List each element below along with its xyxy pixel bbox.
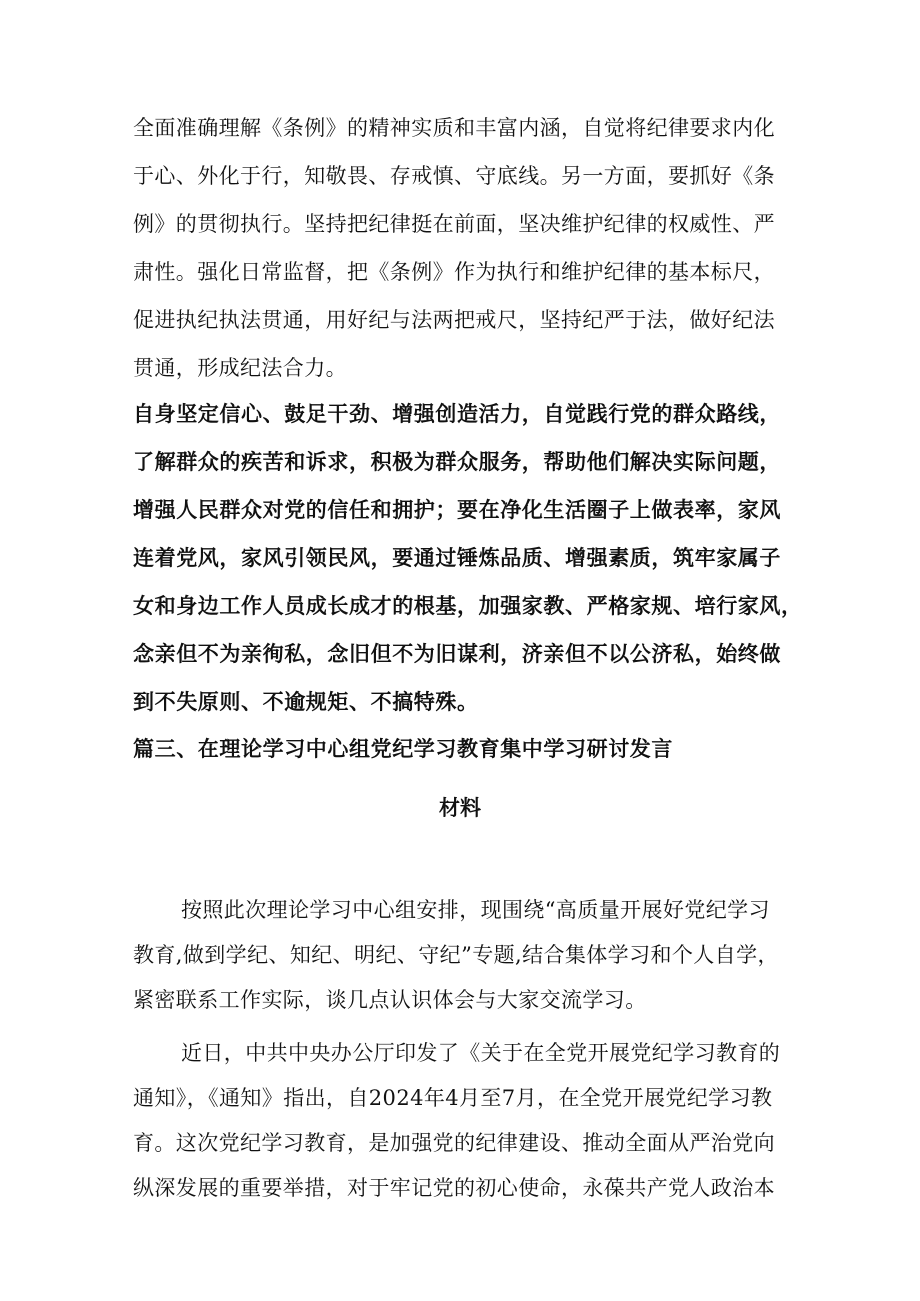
paragraph-line: 例》的贯彻执行。坚持把纪律挺在前面，坚决维护纪律的权威性、严	[133, 212, 775, 236]
bold-paragraph-line: 了解群众的疾苦和诉求，积极为群众服务，帮助他们解决实际问题，	[133, 450, 781, 474]
bold-paragraph-line: 增强人民群众对党的信任和拥护；要在净化生活圈子上做表率，家风	[133, 498, 781, 522]
bold-paragraph-line: 念亲但不为亲徇私，念旧但不为旧谋利，济亲但不以公济私，始终做	[133, 642, 781, 666]
paragraph-line: 全面准确理解《条例》的精神实质和丰富内涵，自觉将纪律要求内化	[133, 116, 775, 140]
paragraph-line: 肃性。强化日常监督，把《条例》作为执行和维护纪律的基本标尺，	[133, 260, 775, 284]
paragraph-line: 通知》，《通知》指出，自2024年4月至7月，在全党开展党纪学习教	[133, 1086, 773, 1110]
bold-paragraph-line: 到不失原则、不逾规矩、不搞特殊。	[133, 690, 479, 714]
paragraph-line: 教育,做到学纪、知纪、明纪、守纪”专题,结合集体学习和个人自学，	[133, 943, 779, 967]
paragraph-line: 紧密联系工作实际，谈几点认识体会与大家交流学习。	[133, 988, 647, 1012]
bold-paragraph-line: 女和身边工作人员成长成才的根基，加强家教、严格家规、培行家风，	[133, 594, 803, 618]
paragraph-line: 纵深发展的重要举措，对于牢记党的初心使命，永葆共产党人政治本	[133, 1176, 775, 1200]
bold-paragraph-line: 连着党风，家风引领民风，要通过锤炼品质、增强素质，筑牢家属子	[133, 546, 781, 570]
paragraph-line: 育。这次党纪学习教育，是加强党的纪律建设、推动全面从严治党向	[133, 1131, 775, 1155]
paragraph-line: 促进执纪执法贯通，用好纪与法两把戒尺，坚持纪严于法，做好纪法	[133, 308, 775, 332]
paragraph-line: 贯通，形成纪法合力。	[133, 356, 347, 380]
paragraph-line: 近日，中共中央办公厅印发了《关于在全党开展党纪学习教育的	[181, 1041, 781, 1065]
paragraph-line: 于心、外化于行，知敬畏、存戒慎、守底线。另一方面，要抓好《条	[133, 164, 775, 188]
section-title: 篇三、在理论学习中心组党纪学习教育集中学习研讨发言	[133, 737, 673, 761]
bold-paragraph-line: 自身坚定信心、鼓足干劲、增强创造活力，自觉践行党的群众路线，	[133, 402, 781, 426]
section-title-continued: 材料	[439, 796, 481, 820]
paragraph-line: 按照此次理论学习中心组安排，现围绕“高质量开展好党纪学习	[181, 898, 770, 922]
